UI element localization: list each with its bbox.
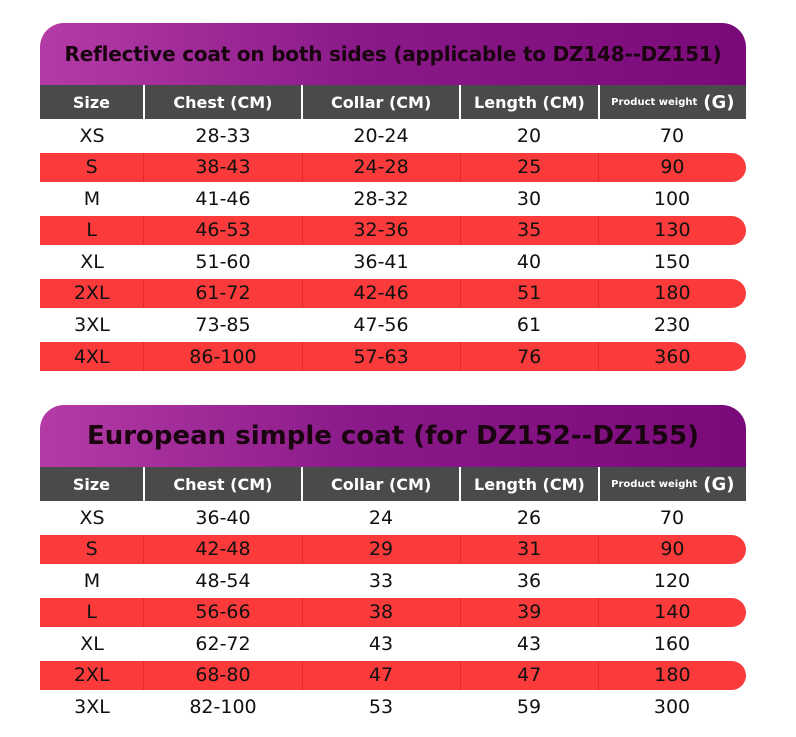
cell-size: S [40,535,144,564]
cell-weight: 300 [653,696,691,719]
table-title: Reflective coat on both sides (applicable to DZ148--DZ151) [64,42,722,66]
cell-chest: 86-100 [144,342,302,371]
cell-size: XL [80,250,104,273]
cell-weight: 150 [653,250,691,273]
table-header [40,85,746,119]
cell-length: 59 [516,696,542,719]
header-collar: Collar (CM) [303,467,461,501]
table-row [40,121,746,150]
header-weight-unit: (G) [703,473,735,495]
table-row [40,216,746,245]
cell-size: 3XL [74,696,110,719]
cell-length: 51 [461,279,599,308]
cell-length: 36 [516,569,542,592]
cell-collar: 24-28 [303,153,461,182]
cell-collar: 32-36 [303,216,461,245]
cell-collar: 42-46 [303,279,461,308]
cell-size: 4XL [40,342,144,371]
table-row [40,629,746,658]
cell-chest: 82-100 [189,696,257,719]
table-banner [40,405,746,467]
cell-weight: 160 [653,632,691,655]
cell-weight: 70 [659,506,685,529]
table-body [40,501,746,722]
cell-length: 31 [461,535,599,564]
cell-length: 25 [461,153,599,182]
cell-chest: 73-85 [195,314,251,337]
cell-size: 3XL [74,314,110,337]
cell-length: 39 [461,598,599,627]
header-length: Length (CM) [461,467,599,501]
cell-size: XS [79,124,105,147]
table-row [40,598,746,627]
header-size: Size [40,85,145,119]
cell-chest: 38-43 [144,153,302,182]
cell-length: 20 [516,124,542,147]
cell-weight: 100 [653,187,691,210]
cell-collar: 28-32 [353,187,409,210]
table-row [40,311,746,340]
header-chest: Chest (CM) [145,85,303,119]
table-row [40,247,746,276]
cell-collar: 47 [303,661,461,690]
table-row [40,503,746,532]
cell-length: 26 [516,506,542,529]
table-row [40,566,746,595]
cell-collar: 20-24 [353,124,409,147]
cell-collar: 53 [368,696,394,719]
cell-length: 35 [461,216,599,245]
cell-collar: 36-41 [353,250,409,273]
table-body [40,119,746,371]
cell-collar: 47-56 [353,314,409,337]
cell-chest: 62-72 [195,632,251,655]
cell-weight: 180 [654,282,691,305]
cell-length: 30 [516,187,542,210]
cell-length: 47 [461,661,599,690]
cell-chest: 56-66 [144,598,302,627]
header-collar: Collar (CM) [303,85,461,119]
cell-size: M [83,569,101,592]
cell-weight: 180 [654,664,691,687]
cell-chest: 48-54 [195,569,251,592]
cell-weight: 90 [660,156,685,179]
table-row [40,153,746,182]
table-row [40,661,746,690]
cell-collar: 29 [303,535,461,564]
header-weight [600,467,746,501]
cell-collar: 33 [368,569,394,592]
cell-weight: 90 [660,538,685,561]
table-row [40,342,746,371]
cell-chest: 41-46 [195,187,251,210]
size-table-reflective [40,23,746,374]
size-table-european [40,405,746,724]
table-row [40,535,746,564]
header-weight-label: Product weight [611,478,698,490]
cell-collar: 57-63 [303,342,461,371]
cell-size: XL [80,632,104,655]
table-header [40,467,746,501]
cell-length: 43 [516,632,542,655]
header-weight [600,85,746,119]
cell-size: 2XL [40,279,144,308]
cell-collar: 38 [303,598,461,627]
header-weight-unit: (G) [703,91,735,113]
cell-chest: 61-72 [144,279,302,308]
cell-length: 76 [461,342,599,371]
cell-size: 2XL [40,661,144,690]
cell-size: M [83,187,101,210]
cell-length: 40 [516,250,542,273]
cell-weight: 130 [654,219,691,242]
table-row [40,184,746,213]
cell-chest: 42-48 [144,535,302,564]
cell-chest: 68-80 [144,661,302,690]
header-chest: Chest (CM) [145,467,303,501]
header-size: Size [40,467,145,501]
cell-size: L [40,598,144,627]
table-row [40,693,746,722]
table-row [40,279,746,308]
cell-size: S [40,153,144,182]
cell-chest: 36-40 [195,506,251,529]
cell-size: L [40,216,144,245]
cell-chest: 46-53 [144,216,302,245]
table-banner [40,23,746,85]
table-title: European simple coat (for DZ152--DZ155) [86,421,700,451]
cell-weight: 70 [659,124,685,147]
cell-weight: 360 [654,345,691,368]
cell-collar: 43 [368,632,394,655]
cell-collar: 24 [368,506,394,529]
cell-weight: 120 [653,569,691,592]
cell-weight: 230 [653,314,691,337]
cell-length: 61 [516,314,542,337]
cell-chest: 28-33 [195,124,251,147]
header-length: Length (CM) [461,85,599,119]
header-weight-label: Product weight [611,96,698,108]
cell-size: XS [79,506,105,529]
cell-weight: 140 [654,601,691,624]
cell-chest: 51-60 [195,250,251,273]
